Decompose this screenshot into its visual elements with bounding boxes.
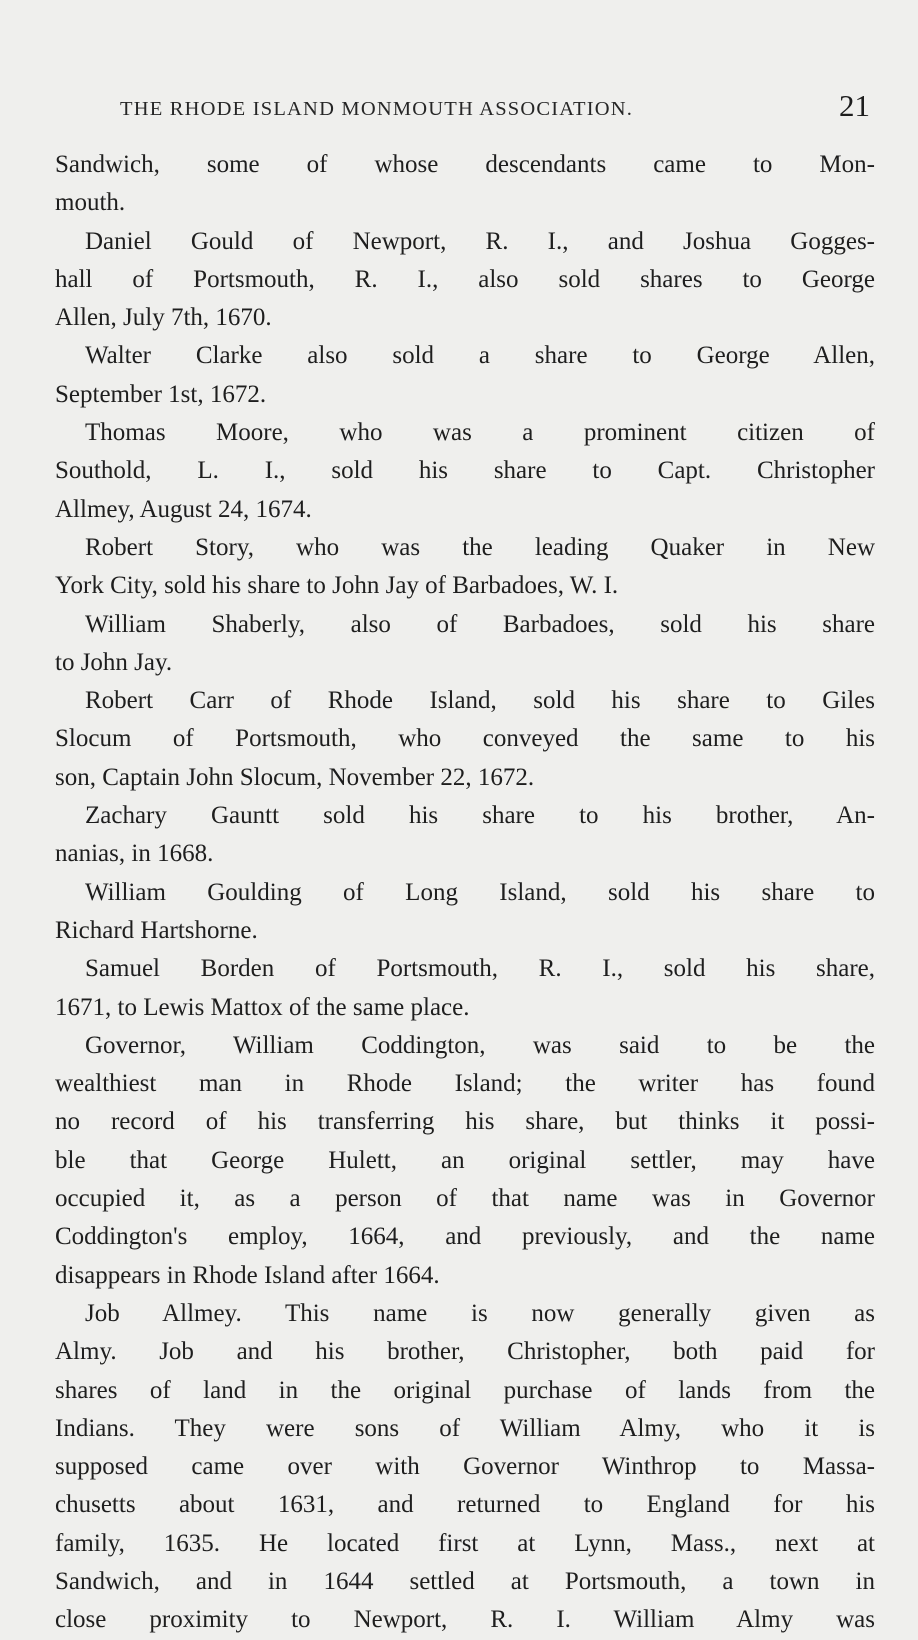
text-line: Samuel Borden of Portsmouth, R. I., sold his share, (85, 955, 875, 983)
text-line: close proximity to Newport, R. I. William Almy was (55, 1606, 875, 1634)
text-line: Zachary Gauntt sold his share to his brother, An- (85, 802, 875, 830)
text-line: occupied it, as a person of that name was in Governor (55, 1185, 875, 1213)
text-line: to John Jay. (55, 648, 173, 676)
text-line: Almy. Job and his brother, Christopher, both paid for (55, 1338, 875, 1366)
text-line: Sandwich, some of whose descendants came to Mon- (55, 151, 875, 178)
text-line: wealthiest man in Rhode Island; the writer has found (55, 1070, 875, 1098)
text-line: supposed came over with Governor Winthrop to Massa- (55, 1453, 875, 1481)
text-line: hall of Portsmouth, R. I., also sold shares to George (55, 265, 875, 293)
text-line: disappears in Rhode Island after 1664. (55, 1261, 440, 1289)
text-line: family, 1635. He located first at Lynn, Mass., next at (55, 1529, 875, 1557)
text-line: mouth. (55, 189, 126, 217)
page-number: 21 (839, 88, 870, 123)
body-text (55, 146, 875, 1640)
text-line: son, Captain John Slocum, November 22, 1672. (55, 763, 535, 791)
text-line: Thomas Moore, who was a prominent citizen of (85, 419, 875, 447)
text-line: Robert Carr of Rhode Island, sold his share to Giles (85, 687, 875, 715)
text-line: Job Allmey. This name is now generally given as (85, 1299, 875, 1327)
text-line: nanias, in 1668. (55, 840, 214, 868)
text-line: Governor, William Coddington, was said to be the (85, 1031, 875, 1059)
text-line: Slocum of Portsmouth, who conveyed the same to his (55, 725, 875, 753)
text-line: September 1st, 1672. (55, 380, 267, 408)
text-line: Allen, July 7th, 1670. (55, 304, 272, 332)
text-line: shares of land in the original purchase of lands from the (55, 1376, 875, 1404)
text-line: chusetts about 1631, and returned to England for his (55, 1491, 875, 1519)
running-head (100, 90, 870, 130)
text-line: Coddington's employ, 1664, and previously, and the name (55, 1223, 875, 1251)
text-line: no record of his transferring his share, but thinks it possi- (55, 1108, 875, 1136)
text-line: Allmey, August 24, 1674. (55, 495, 312, 523)
text-line: William Goulding of Long Island, sold his share to (85, 878, 875, 906)
text-line: Daniel Gould of Newport, R. I., and Joshua Gogges- (85, 227, 875, 255)
text-line: 1671, to Lewis Mattox of the same place. (55, 993, 470, 1021)
text-line: Robert Story, who was the leading Quaker in New (85, 533, 875, 561)
running-title: THE RHODE ISLAND MONMOUTH ASSOCIATION. (120, 98, 634, 120)
text-line: Indians. They were sons of William Almy, who it is (55, 1414, 875, 1442)
text-line: Richard Hartshorne. (55, 916, 258, 944)
text-line: Walter Clarke also sold a share to George Allen, (85, 342, 875, 370)
text-line: William Shaberly, also of Barbadoes, sold his share (85, 610, 875, 638)
text-line: Southold, L. I., sold his share to Capt. Christopher (55, 457, 875, 485)
text-line: York City, sold his share to John Jay of Barbadoes, W. I. (55, 572, 619, 600)
text-line: ble that George Hulett, an original settler, may have (55, 1146, 875, 1174)
text-line: Sandwich, and in 1644 settled at Portsmouth, a town in (55, 1567, 875, 1595)
